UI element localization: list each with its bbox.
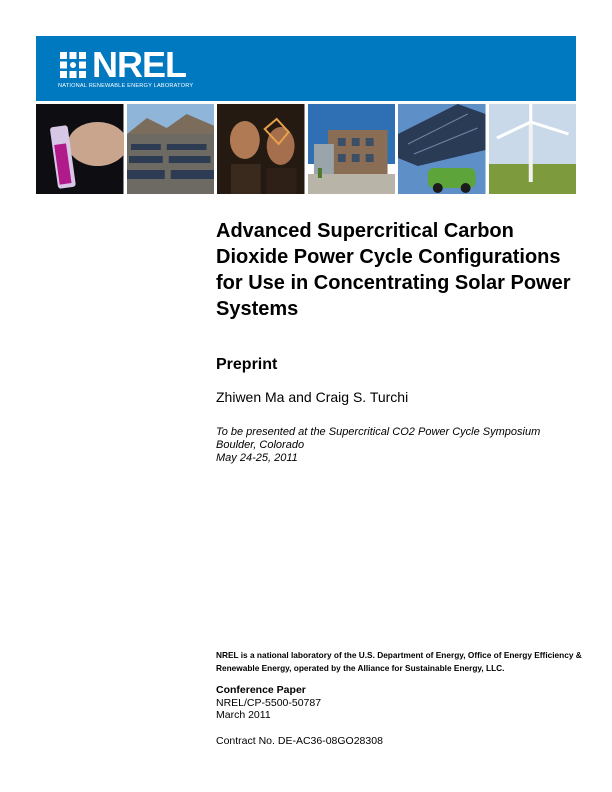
photo-strip xyxy=(36,104,576,194)
report-number: NREL/CP-5500-50787 xyxy=(216,696,322,709)
researchers-icon xyxy=(217,104,305,194)
paper-type: Conference Paper xyxy=(216,684,306,696)
logo-text: NREL xyxy=(92,44,186,85)
wind-turbine-icon xyxy=(489,104,577,194)
logo-subtitle: NATIONAL RENEWABLE ENERGY LABORATORY xyxy=(58,83,194,89)
presentation-date: May 24-25, 2011 xyxy=(216,452,298,464)
solar-field-icon xyxy=(127,104,215,194)
header-banner xyxy=(36,36,576,101)
document-title: Advanced Supercritical Carbon Dioxide Power Cycle Configurations for Use in Concentrating Solar Power Systems xyxy=(216,220,571,320)
report-date: March 2011 xyxy=(216,709,271,721)
contract-number: Contract No. DE-AC36-08GO28308 xyxy=(216,735,383,747)
building-icon xyxy=(308,104,396,194)
solar-dish-icon xyxy=(398,104,486,194)
nrel-logo-icon xyxy=(58,50,88,80)
authors: Zhiwen Ma and Craig S. Turchi xyxy=(216,389,409,405)
document-subtitle: Preprint xyxy=(216,356,278,373)
presentation-info xyxy=(216,426,540,465)
presentation-event: To be presented at the Supercritical CO2 Power Cycle Symposium xyxy=(216,426,541,438)
nrel-statement: NREL is a national laboratory of the U.S. Department of Energy, Office of Energy Efficiency & Renewable Energy, operated by the Alliance for Sustainable Energy, LLC. xyxy=(216,650,582,673)
report-info xyxy=(216,684,321,722)
vial-icon xyxy=(36,104,124,194)
presentation-location: Boulder, Colorado xyxy=(216,439,305,451)
